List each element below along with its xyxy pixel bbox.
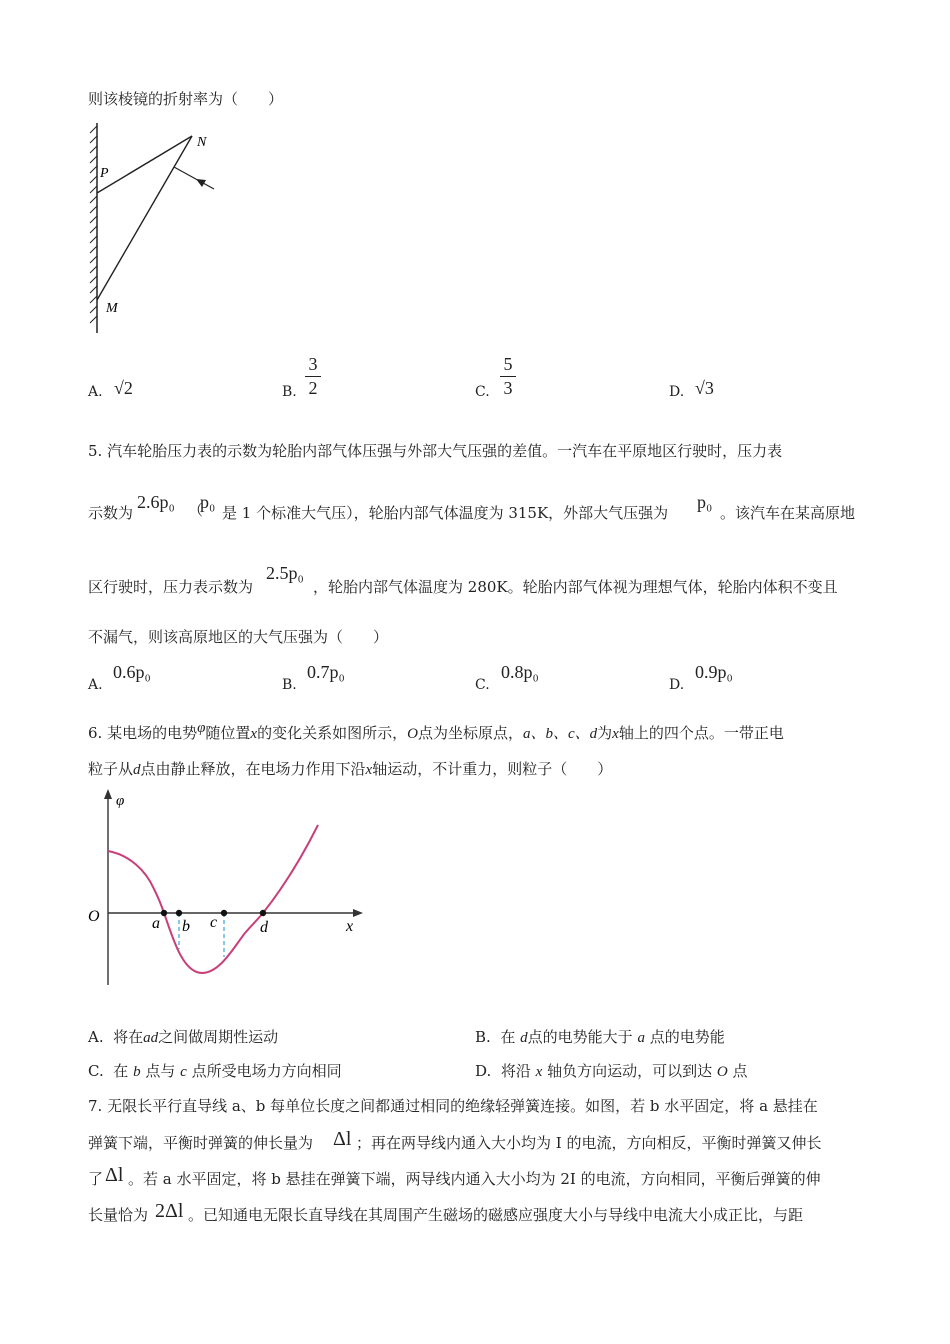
q7-line2-a: 弹簧下端，平衡时弹簧的伸长量为 [88, 1134, 314, 1152]
q6-option-d-text-2: 轴负方向运动，可以到达 [547, 1062, 713, 1080]
q6-option-d[interactable] [475, 1062, 748, 1081]
q5-option-a-value: 0.6p₀ [113, 662, 151, 682]
q4-option-c-letter[interactable]: C. [475, 384, 490, 400]
label-o: O [88, 908, 100, 925]
q4-option-b-letter[interactable]: B. [282, 384, 297, 400]
q6-line1-e: 为 [597, 724, 613, 742]
q7-line4-math: 2Δl [155, 1200, 184, 1222]
q4-option-d-letter[interactable]: D. [669, 384, 685, 400]
q5-option-b-letter[interactable]: B. [282, 677, 297, 693]
q6-option-a-text-2: 之间做周期性运动 [158, 1028, 279, 1046]
q7-line3-b: 。若 a 水平固定，将 b 悬挂在弹簧下端，两导线内通入大小均为 2I 的电流，方向相同，平衡后弹簧的伸 [128, 1170, 821, 1188]
q4-option-d-value: √3 [695, 378, 714, 398]
q4-stem-tail: 则该棱镜的折射率为（ ） [88, 90, 284, 108]
label-x: x [346, 918, 354, 935]
q7-line2-math: Δl [333, 1128, 352, 1150]
q6-option-a[interactable] [88, 1028, 278, 1047]
arrow-icon [196, 179, 206, 187]
q7-line3-a: 了 [88, 1170, 104, 1188]
q6-option-a-letter: A. [88, 1028, 104, 1046]
q6-option-c-text-3: 点所受电场力方向相同 [191, 1062, 342, 1080]
q6-d: d [133, 762, 141, 778]
q6-line2-a: 粒子从 [88, 760, 134, 778]
label-d: d [260, 919, 268, 936]
q7-line1: 7. 无限长平行直导线 a、b 每单位长度之间都通过相同的绝缘轻弹簧连接。如图，若 b 水平固定，将 a 悬挂在 [88, 1097, 818, 1115]
q6-option-c-c: c [180, 1064, 187, 1080]
q7-line2-b: ；再在两导线内通入大小均为 I 的电流，方向相反，平衡时弹簧又伸长 [356, 1134, 822, 1152]
q6-line1-f: 轴上的四个点。一带正电 [618, 724, 784, 742]
point-a [161, 910, 167, 916]
q7-line4-a: 长量恰为 [88, 1206, 149, 1224]
q6-line2 [88, 760, 612, 779]
q6-option-c-text-1: 在 [113, 1062, 129, 1080]
q6-option-b-text-2: 点的电势能大于 [527, 1028, 633, 1046]
q5-line2-math2: p₀ [200, 492, 216, 512]
q7-line3-math: Δl [105, 1164, 124, 1186]
incident-ray [174, 167, 214, 189]
q5-option-d-value: 0.9p₀ [695, 662, 733, 682]
q4-option-b-fraction [303, 354, 323, 399]
label-m: M [106, 301, 118, 316]
prism-edge-nm [97, 136, 192, 300]
q5-line2-d: 。该汽车在某高原地 [720, 504, 856, 522]
label-b: b [182, 918, 190, 935]
q6-option-b-letter: B. [475, 1028, 491, 1046]
q4-option-c-fraction [498, 354, 518, 399]
q6-line1-c: 的变化关系如图所示， [257, 724, 408, 742]
q6-option-b-text-1: 在 [500, 1028, 516, 1046]
fraction-numerator: 3 [308, 354, 318, 374]
q6-option-d-text-3: 点 [732, 1062, 748, 1080]
q5-option-d-letter[interactable]: D. [669, 677, 685, 693]
q6-potential-graph [82, 785, 372, 995]
q4-option-a-letter[interactable]: A. [88, 384, 103, 400]
q6-option-b-d: d [520, 1030, 528, 1046]
q6-option-d-text-1: 将沿 [500, 1062, 531, 1080]
potential-curve [108, 825, 318, 973]
q5-line3-b: ，轮胎内部气体温度为 280K。轮胎内部气体视为理想气体，轮胎内体积不变且 [313, 578, 838, 596]
q5-line1: 5. 汽车轮胎压力表的示数为轮胎内部气体压强与外部大气压强的差值。一汽车在平原地区行驶时，压力表 [88, 442, 783, 460]
q6-option-a-text-1: 将在 [113, 1028, 144, 1046]
q6-x-3: x [365, 762, 373, 778]
q6-option-d-x: x [535, 1064, 543, 1080]
q5-line3-math1: 2.5p₀ [266, 563, 304, 583]
q6-line1 [88, 720, 784, 743]
point-b [176, 910, 182, 916]
fraction-denominator: 2 [308, 378, 318, 398]
q6-option-d-o: O [716, 1064, 728, 1080]
prism-edge-pn [97, 136, 192, 193]
q5-line2-a: 示数为 [88, 504, 134, 522]
label-c: c [210, 914, 218, 931]
q6-line1-a: 6. 某电场的电势 [88, 724, 198, 742]
q6-option-c[interactable] [88, 1062, 342, 1081]
point-c [221, 910, 227, 916]
q5-line3-a: 区行驶时，压力表示数为 [88, 578, 254, 596]
q6-line1-d: 点为坐标原点， [417, 724, 523, 742]
q6-option-c-letter: C. [88, 1062, 104, 1080]
q7-line4-b: 。已知通电无限长直导线在其周围产生磁场的磁感应强度大小与导线中电流大小成正比，与距 [188, 1206, 804, 1224]
q5-option-c-value: 0.8p₀ [501, 662, 539, 682]
q5-option-a-letter[interactable]: A. [88, 677, 103, 693]
q6-option-b-a: a [637, 1030, 645, 1046]
q5-option-b-value: 0.7p₀ [307, 662, 345, 682]
q5-line2-math1: 2.6p₀ [137, 492, 175, 512]
point-d [260, 910, 266, 916]
label-phi: φ [116, 793, 125, 809]
x-axis-arrow-icon [353, 909, 363, 917]
q5-line2-c: 是 1 个标准大气压），轮胎内部气体温度为 315K，外部大气压强为 [222, 504, 669, 522]
q5-option-c-letter[interactable]: C. [475, 677, 490, 693]
q4-prism-figure [80, 118, 230, 340]
q6-option-d-letter: D. [475, 1062, 492, 1080]
q6-option-c-text-2: 点与 [145, 1062, 176, 1080]
q4-option-a-value: √2 [114, 378, 133, 398]
q5-line2-b: （ [188, 501, 204, 519]
q6-line1-b: 随位置 [205, 724, 251, 742]
q6-x: x [250, 726, 258, 742]
q6-x-2: x [612, 726, 619, 742]
q6-o: O [407, 726, 418, 742]
q6-points: a、b、c、d [522, 726, 598, 742]
q6-line2-b: 点由静止释放，在电场力作用下沿 [140, 760, 366, 778]
q6-line2-c: 轴运动，不计重力，则粒子（ ） [372, 760, 613, 778]
fraction-numerator: 5 [503, 354, 513, 374]
q6-phi: φ [197, 720, 206, 736]
q6-option-b-text-3: 点的电势能 [649, 1028, 725, 1046]
label-p: P [100, 166, 109, 181]
y-axis-arrow-icon [104, 789, 112, 799]
q5-line4: 不漏气，则该高原地区的大气压强为（ ） [88, 628, 389, 646]
q6-option-c-b: b [133, 1064, 141, 1080]
fraction-denominator: 3 [503, 378, 513, 398]
label-n: N [197, 135, 207, 150]
label-a: a [152, 915, 160, 932]
q6-option-b[interactable] [475, 1028, 725, 1047]
q6-option-a-ad: ad [143, 1030, 159, 1046]
q5-line2-math3: p₀ [697, 492, 713, 512]
